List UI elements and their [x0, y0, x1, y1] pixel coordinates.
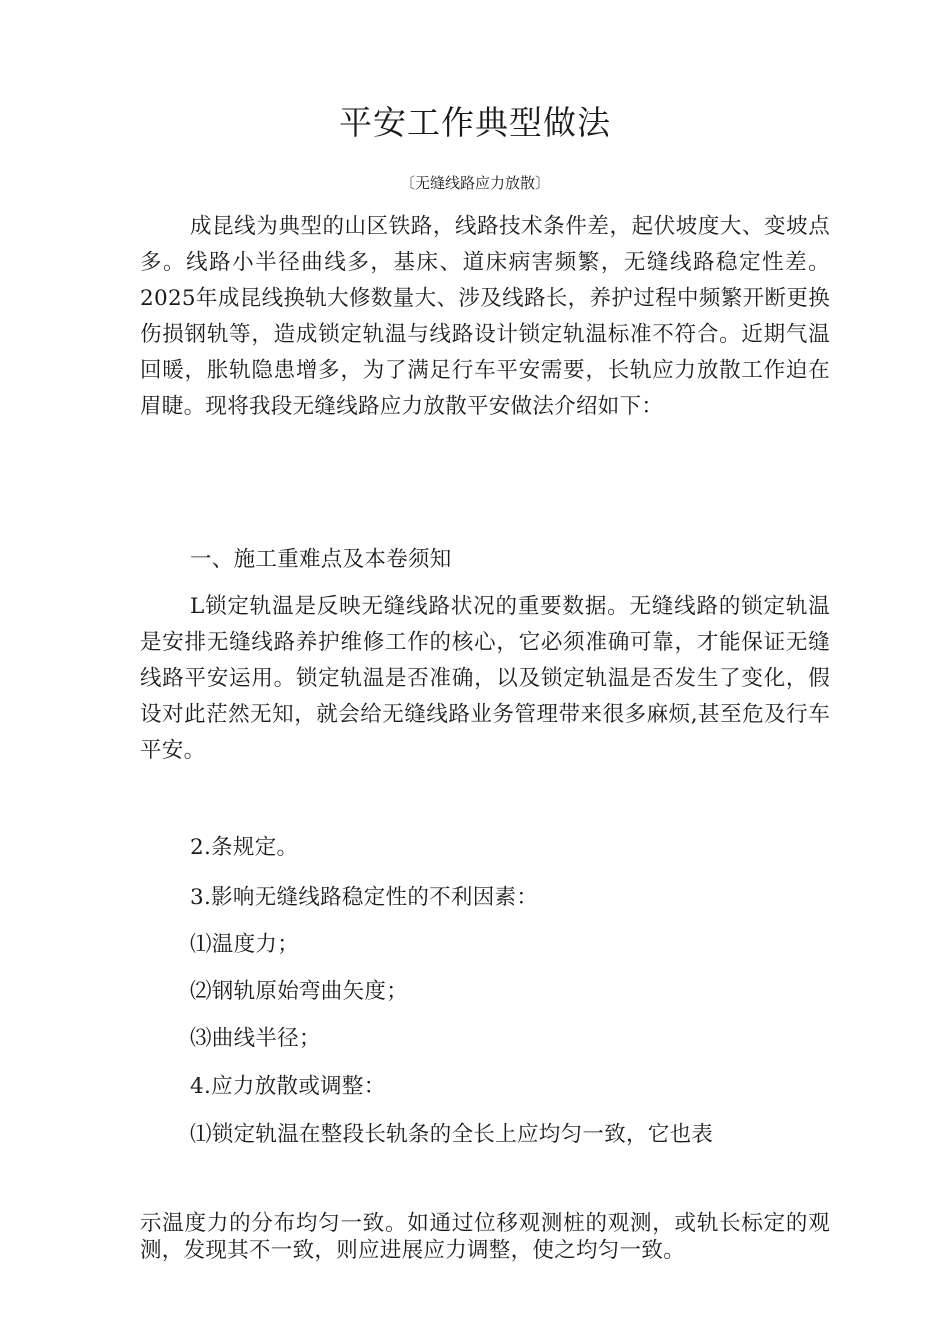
paragraph-lock-temperature: L锁定轨温是反映无缝线路状况的重要数据。无缝线路的锁定轨温是安排无缝线路养护维修工作的核心，它必须准确可靠，才能保证无缝线路平安运用。锁定轨温是否准确，以及锁定轨温是否发生了变化，假设对此茫然无知，就会给无缝线路业务管理带来很多麻烦,甚至危及行车平安。 [140, 594, 830, 763]
paragraph-item-3: 3.影响无缝线路稳定性的不利因素： [190, 885, 539, 910]
list-item-3: ⑶曲线半径； [190, 1026, 321, 1051]
list-item-1: ⑴温度力； [190, 932, 300, 957]
continuation-paragraph: 示温度力的分布均匀一致。如通过位移观测桩的观测，或轨长标定的观测，发现其不一致，则应进展应力调整，使之均匀一致。 [140, 1211, 830, 1263]
list-item-4-1: ⑴锁定轨温在整段长轨条的全长上应均匀一致，它也表 [190, 1122, 714, 1147]
paragraph-item-4: 4.应力放散或调整： [190, 1074, 386, 1099]
paragraph-item-2: 2.条规定。 [190, 835, 299, 860]
page-title: 平安工作典型做法 [339, 103, 611, 142]
section-heading-1: 一、施工重难点及本卷须知 [190, 547, 452, 572]
page-subtitle: 〔无缝线路应力放散〕 [399, 174, 550, 192]
intro-paragraph: 成昆线为典型的山区铁路，线路技术条件差，起伏坡度大、变坡点多。线路小半径曲线多，基床、道床病害频繁，无缝线路稳定性差。2025年成昆线换轨大修数量大、涉及线路长，养护过程中频繁开断更换伤损钢轨等，造成锁定轨温与线路设计锁定轨温标准不符合。近期气温回暖，胀轨隐患增多，为了满足行车平安需要，长轨应力放散工作迫在眉睫。现将我段无缝线路应力放散平安做法介绍如下： [140, 214, 830, 419]
list-item-2: ⑵钢轨原始弯曲矢度； [190, 979, 409, 1004]
